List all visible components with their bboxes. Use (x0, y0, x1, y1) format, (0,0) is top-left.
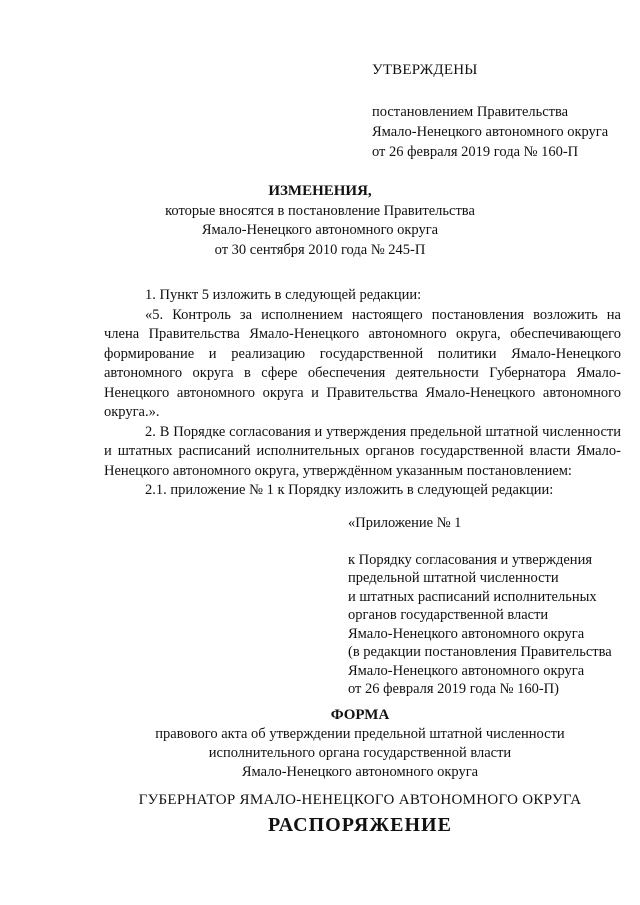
paragraph-3: 2. В Порядке согласования и утверждения предельной штатной численности и штатных расписаний исполнительных органов государственной власти Ямало-Ненецкого автономного округа, утверждённом указанным постановлением: (104, 423, 621, 479)
paragraph-1: 1. Пункт 5 изложить в следующей редакции: (145, 287, 422, 303)
changes-title: ИЗМЕНЕНИЯ, (268, 183, 372, 199)
form-heading (120, 706, 600, 782)
annex-line: Ямало-Ненецкого автономного округа (348, 662, 585, 679)
form-line: Ямало-Ненецкого автономного округа (241, 764, 479, 780)
paragraph-4: 2.1. приложение № 1 к Порядку изложить в следующей редакции: (145, 482, 554, 498)
annex-line: к Порядку согласования и утверждения (348, 551, 593, 568)
approval-stamp (372, 60, 622, 162)
changes-heading (100, 182, 540, 260)
governor-title: ГУБЕРНАТОР ЯМАЛО-НЕНЕЦКОГО АВТОНОМНОГО ОКРУГА (138, 792, 582, 808)
approval-basis-line: Ямало-Ненецкого автономного округа (372, 124, 609, 140)
annex-line: предельной штатной численности (348, 570, 559, 586)
annex-line: от 26 февраля 2019 года № 160-П) (348, 681, 559, 697)
annex-line: (в редакции постановления Правительства (348, 644, 612, 660)
annex-line: органов государственной власти (348, 607, 549, 623)
order-title: РАСПОРЯЖЕНИЕ (268, 814, 452, 836)
paragraph-2: «5. Контроль за исполнением настоящего постановления возложить на члена Правительства Ямало-Ненецкого автономного округа, обеспечивающего формирование и реализацию государственной политики Ямало-Ненецкого автономного округа в сфере обеспечения деятельности Губернатора Ямало-Ненецкого автономного округа и Правительства Ямало-Ненецкого автономного округа.». (104, 306, 621, 420)
annex-header (348, 514, 628, 699)
changes-subtitle-line: которые вносятся в постановление Правительства (165, 202, 475, 219)
document-body (104, 286, 621, 501)
form-title: ФОРМА (330, 707, 390, 723)
approval-basis (372, 102, 622, 162)
form-line: исполнительного органа государственной власти (208, 745, 512, 761)
approval-title: УТВЕРЖДЕНЫ (372, 62, 478, 78)
annex-title: «Приложение № 1 (348, 515, 462, 531)
changes-subtitle-line: от 30 сентября 2010 года № 245-П (214, 241, 426, 258)
form-line: правового акта об утверждении предельной штатной численности (155, 726, 565, 742)
approval-basis-line: от 26 февраля 2019 года № 160-П (372, 144, 579, 160)
governor-heading (80, 790, 640, 840)
approval-basis-line: постановлением Правительства (372, 104, 569, 120)
changes-subtitle-line: Ямало-Ненецкого автономного округа (201, 222, 439, 238)
annex-line: Ямало-Ненецкого автономного округа (348, 625, 585, 642)
annex-line: и штатных расписаний исполнительных (348, 588, 597, 605)
